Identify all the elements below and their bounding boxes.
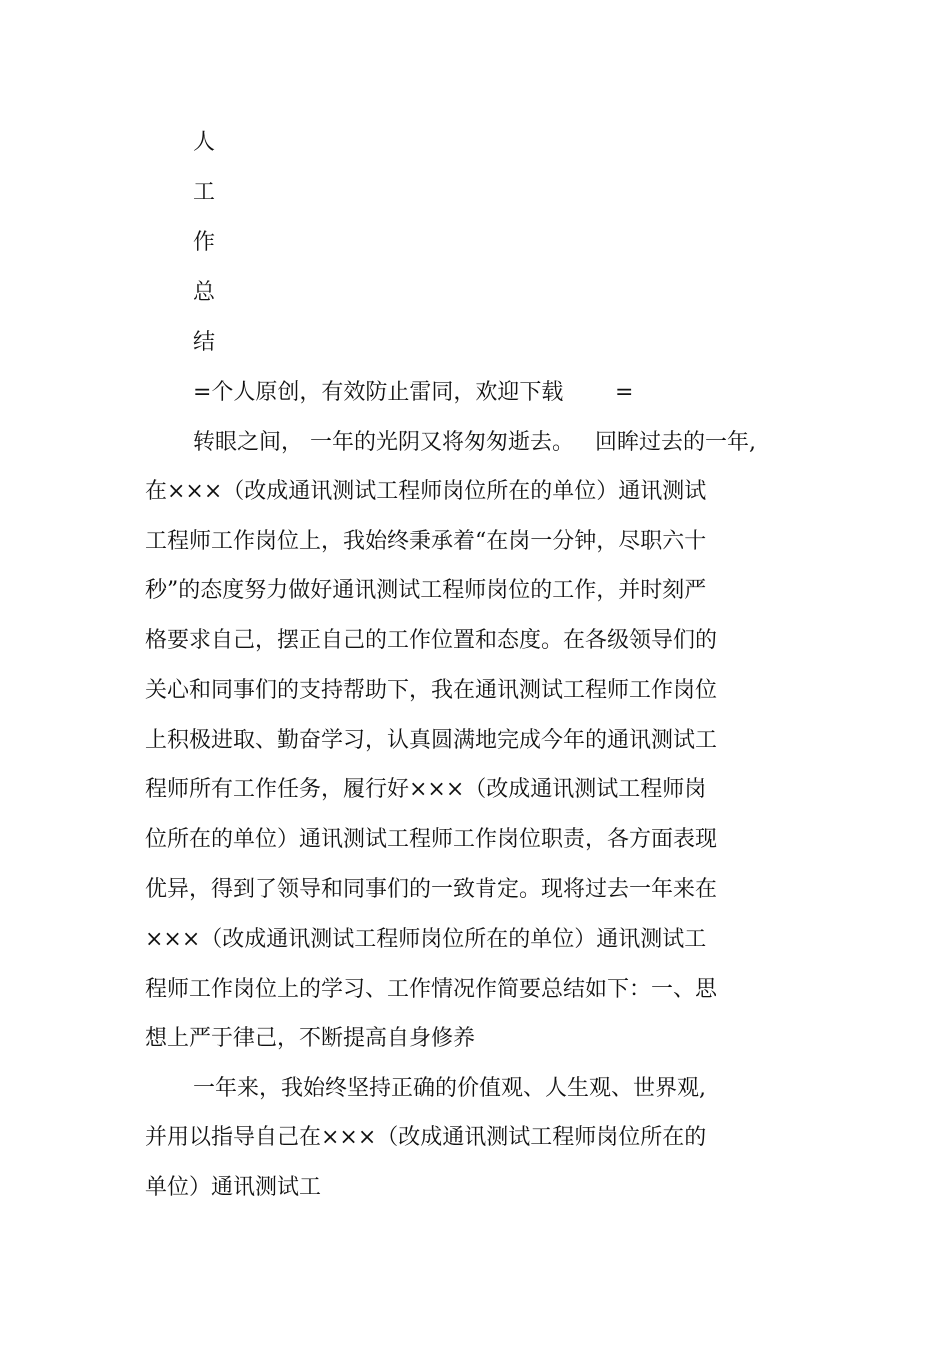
paragraph-line: 秒”的态度努力做好通讯测试工程师岗位的工作，并时刻严 [145,578,707,603]
paragraph-line: ×××（改成通讯测试工程师岗位所在的单位）通讯测试工 [145,927,707,952]
notice-tail: = [615,380,634,405]
paragraph-line: 并用以指导自己在×××（改成通讯测试工程师岗位所在的 [145,1125,707,1150]
title-char: 总 [193,280,216,305]
paragraph-line: 在×××（改成通讯测试工程师岗位所在的单位）通讯测试 [145,479,707,504]
paragraph-line: 格要求自己，摆正自己的工作位置和态度。在各级领导们的 [145,628,718,653]
paragraph-line: 上积极进取、勤奋学习，认真圆满地完成今年的通讯测试工 [145,728,718,753]
paragraph-line: 优异，得到了领导和同事们的一致肯定。现将过去一年来在 [145,877,718,902]
paragraph-line: 一年来，我始终坚持正确的价值观、人生观、世界观, [193,1076,706,1101]
title-char: 结 [193,330,216,355]
paragraph-line: 关心和同事们的支持帮助下，我在通讯测试工程师工作岗位 [145,678,718,703]
title-char: 工 [193,180,216,205]
paragraph-line: 转眼之间， 一年的光阴又将匆匆逝去。 回眸过去的一年, [193,430,756,455]
notice-text: =个人原创，有效防止雷同，欢迎下载 [193,380,564,405]
paragraph-line: 想上严于律己，不断提高自身修养 [145,1026,476,1051]
title-char: 人 [193,130,216,155]
paragraph-line: 单位）通讯测试工 [145,1175,322,1200]
paragraph-line: 工程师工作岗位上，我始终秉承着“在岗一分钟，尽职六十 [145,529,707,554]
paragraph-line: 程师所有工作任务，履行好×××（改成通讯测试工程师岗 [145,777,707,802]
paragraph-line: 位所在的单位）通讯测试工程师工作岗位职责，各方面表现 [145,827,718,852]
title-char: 作 [193,230,216,255]
paragraph-line: 程师工作岗位上的学习、工作情况作简要总结如下：一、思 [145,977,718,1002]
